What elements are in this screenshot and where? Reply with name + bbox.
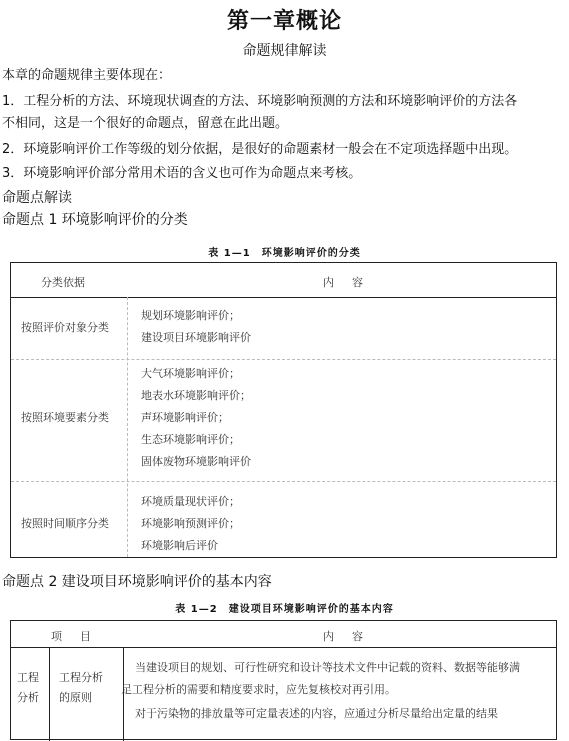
table-header xyxy=(11,263,556,298)
header-basis: 分类依据 xyxy=(41,276,85,289)
column-divider xyxy=(127,297,129,557)
category-by-object: 按照评价对象分类 xyxy=(21,321,109,334)
table-item: 生态环境影响评价； xyxy=(141,433,240,446)
point-2: 2．环境影响评价工作等级的划分依据，是很好的命题素材一般会在不定项选择题中出现。 xyxy=(2,142,518,157)
sub-label-line-1: 工程分析 xyxy=(59,671,103,684)
classification-table xyxy=(10,262,557,558)
category-by-time: 按照时间顺序分类 xyxy=(21,517,109,530)
table-1-1-caption: 表 1—1 环境影响评价的分类 xyxy=(208,248,361,259)
group-label-line-1: 工程 xyxy=(17,671,39,684)
table-item: 建设项目环境影响评价 xyxy=(141,331,251,344)
intro-text: 本章的命题规律主要体现在： xyxy=(2,68,172,83)
chapter-title: 第一章概论 xyxy=(226,9,342,34)
sub-label-line-2: 的原则 xyxy=(59,691,92,704)
header-content: 内容 xyxy=(323,630,381,643)
table-item: 规划环境影响评价； xyxy=(141,309,240,322)
basic-content-table xyxy=(10,620,557,740)
group-label-line-2: 分析 xyxy=(17,691,39,704)
table-item: 环境影响预测评价； xyxy=(141,517,240,530)
subtitle: 命题规律解读 xyxy=(242,43,327,59)
section-heading: 命题点解读 xyxy=(2,190,72,206)
table-item: 大气环境影响评价； xyxy=(141,367,240,380)
table-item: 地表水环境影响评价； xyxy=(141,389,251,402)
category-by-element: 按照环境要素分类 xyxy=(21,411,109,424)
topic-1-heading: 命题点 1 环境影响评价的分类 xyxy=(2,212,188,228)
header-content: 内容 xyxy=(323,276,381,289)
table-item: 环境影响后评价 xyxy=(141,539,218,552)
content-line-3: 对于污染物的排放量等可定量表述的内容，应通过分析尽量给出定量的结果 xyxy=(135,707,498,720)
header-item: 项目 xyxy=(51,630,109,643)
point-3: 3．环境影响评价部分常用术语的含义也可作为命题点来考核。 xyxy=(2,166,362,181)
point-1-line-2: 不相同，这是一个很好的命题点，留意在此出题。 xyxy=(2,116,289,131)
content-line-2: 足工程分析的需要和精度要求时，应先复核校对再引用。 xyxy=(121,683,396,696)
table-item: 固体废物环境影响评价 xyxy=(141,455,251,468)
topic-2-heading: 命题点 2 建设项目环境影响评价的基本内容 xyxy=(2,574,272,590)
table-item: 声环境影响评价； xyxy=(141,411,229,424)
row-divider xyxy=(11,359,556,361)
column-divider xyxy=(49,647,51,741)
table-header xyxy=(11,621,556,648)
content-line-1: 当建设项目的规划、可行性研究和设计等技术文件中记载的资料、数据等能够满 xyxy=(135,661,520,674)
row-divider xyxy=(11,481,556,483)
table-item: 环境质量现状评价； xyxy=(141,495,240,508)
point-1-line-1: 1．工程分析的方法、环境现状调查的方法、环境影响预测的方法和环境影响评价的方法各 xyxy=(2,94,518,109)
table-1-2-caption: 表 1—2 建设项目环境影响评价的基本内容 xyxy=(175,604,394,615)
